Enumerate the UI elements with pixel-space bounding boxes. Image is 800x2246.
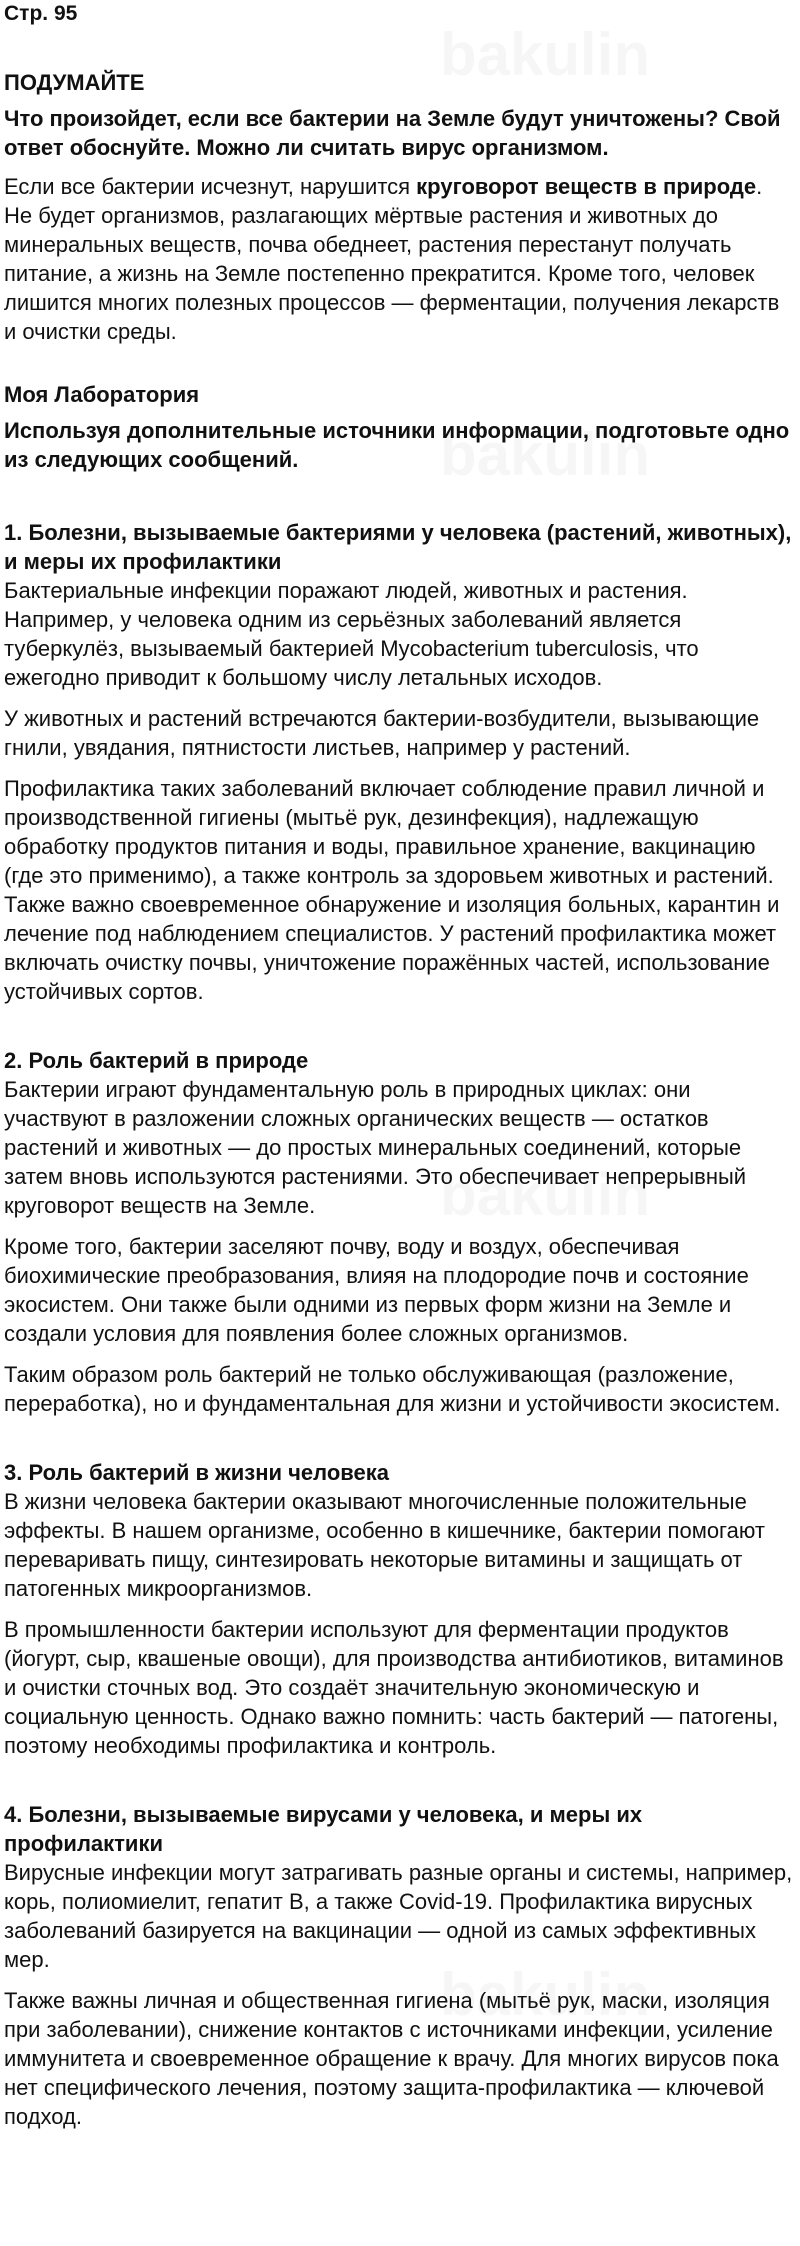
lab-section-2 [4,1046,796,1418]
lab-heading: Моя Лаборатория [4,382,200,407]
think-question: Что произойдет, если все бактерии на Земле будут уничтожены? Свой ответ обоснуйте. Можно ли считать вирус организмом. [4,106,781,160]
lab-paragraph: В жизни человека бактерии оказывают многочисленные положительные эффекты. В нашем организме, особенно в кишечнике, бактерии помогают переваривать пищу, синтезировать некоторые витамины и защищать от патогенных микроорганизмов. [4,1489,765,1601]
lab-paragraph: В промышленности бактерии используют для ферментации продуктов (йогурт, сыр, квашеные овощи), для производства антибиотиков, витаминов и очистки сточных вод. Это создаёт значительную экономическую и социальную ценность. Однако важно помнить: часть бактерий — патогены, поэтому необходимы профилактика и контроль. [4,1617,784,1758]
page-number: Стр. 95 [4,2,78,25]
lab-section-title: 1. Болезни, вызываемые бактериями у человека (растений, животных), и меры их профилактики [4,520,792,574]
lab-paragraph: Таким образом роль бактерий не только обслуживающая (разложение, переработка), но и фундаментальная для жизни и устойчивости экосистем. [4,1362,781,1416]
lab-section-3 [4,1458,796,1760]
lab-section-4 [4,1800,796,2131]
think-answer-end: . Не будет организмов, разлагающих мёртвые растения и животных до минеральных веществ, почва обеднеет, растения перестанут получать питание, а жизнь на Земле постепенно прекратится. Кроме того, человек лишится многих полезных процессов — ферментации, получения лекарств и очистки среды. [4,174,780,344]
lab-task: Используя дополнительные источники информации, подготовьте одно из следующих сообщений. [4,418,790,472]
lab-paragraph: Бактерии играют фундаментальную роль в природных циклах: они участвуют в разложении сложных органических веществ — остатков растений и животных — до простых минеральных соединений, которые затем вновь используются растениями. Это обеспечивает непрерывный круговорот веществ на Земле. [4,1077,747,1218]
lab-paragraph: У животных и растений встречаются бактерии-возбудители, вызывающие гнили, увядания, пятнистости листьев, например у растений. [4,706,760,760]
think-answer-strong: круговорот веществ в природе [416,174,757,199]
lab-section-title: 2. Роль бактерий в природе [4,1048,309,1073]
lab-paragraph: Кроме того, бактерии заселяют почву, воду и воздух, обеспечивая биохимические преобразования, влияя на плодородие почв и состояние экосистем. Они также были одними из первых форм жизни на Земле и создали условия для появления более сложных организмов. [4,1234,749,1346]
think-answer-start: Если все бактерии исчезнут, нарушится [4,174,417,199]
lab-section-title: 3. Роль бактерий в жизни человека [4,1460,389,1485]
lab-section-title: 4. Болезни, вызываемые вирусами у человека, и меры их профилактики [4,1802,643,1856]
lab-paragraph: Бактериальные инфекции поражают людей, животных и растения. Например, у человека одним из серьёзных заболеваний является туберкулёз, вызываемый бактерией Mycobacterium tuberculosis, что ежегодно приводит к большому числу летальных исходов. [4,578,699,690]
think-heading: ПОДУМАЙТЕ [4,70,145,95]
lab-paragraph: Также важны личная и общественная гигиена (мытьё рук, маски, изоляция при заболевании), снижение контактов с источниками инфекции, усиление иммунитета и своевременное обращение к врачу. Для многих вирусов пока нет специфического лечения, поэтому защита-профилактика — ключевой подход. [4,1988,779,2129]
lab-paragraph: Профилактика таких заболеваний включает соблюдение правил личной и производственной гигиены (мытьё рук, дезинфекция), надлежащую обработку продуктов питания и воды, правильное хранение, вакцинацию (где это применимо), а также контроль за здоровьем животных и растений. Также важно своевременное обнаружение и изоляция больных, карантин и лечение под наблюдением специалистов. У растений профилактика может включать очистку почвы, уничтожение поражённых частей, использование устойчивых сортов. [4,776,780,1004]
think-answer [4,172,796,346]
lab-section-1 [4,518,796,1006]
lab-paragraph: Вирусные инфекции могут затрагивать разные органы и системы, например, корь, полиомиелит, гепатит B, а также Covid-19. Профилактика вирусных заболеваний базируется на вакцинации — одной из самых эффективных мер. [4,1860,793,1972]
